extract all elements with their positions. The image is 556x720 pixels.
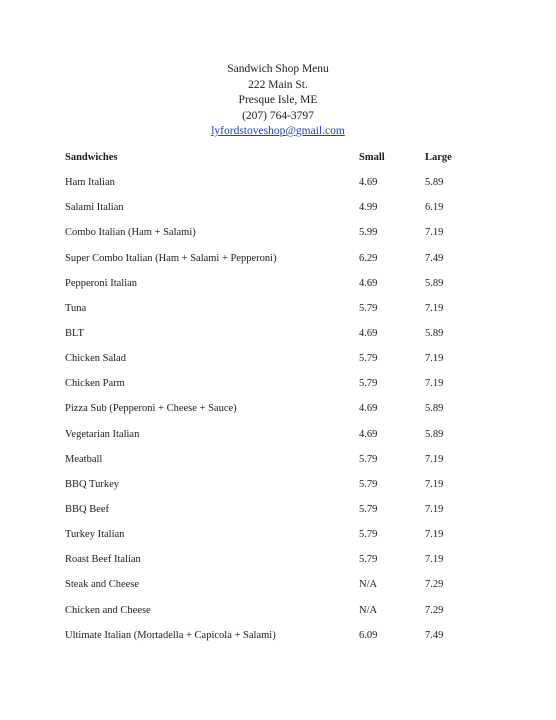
sandwich-name: Chicken and Cheese <box>65 604 151 616</box>
small-price: N/A <box>359 604 378 616</box>
sandwich-name: Super Combo Italian (Ham + Salami + Pepperoni) <box>65 252 277 264</box>
menu-title: Sandwich Shop Menu <box>227 63 329 75</box>
large-price: 7.19 <box>425 378 444 390</box>
large-price: 5.89 <box>425 177 444 189</box>
small-price: 5.79 <box>359 503 378 515</box>
large-price: 5.89 <box>425 403 444 415</box>
sandwich-name: Chicken Parm <box>65 378 125 390</box>
large-price: 5.89 <box>425 428 444 440</box>
sandwich-name: Turkey Italian <box>65 529 125 541</box>
small-price: 5.79 <box>359 378 378 390</box>
small-price: 4.69 <box>359 403 378 415</box>
small-price: 5.79 <box>359 302 378 314</box>
small-price: 5.79 <box>359 554 378 566</box>
sandwich-name: BBQ Beef <box>65 503 110 515</box>
sandwich-name: Pizza Sub (Pepperoni + Cheese + Sauce) <box>65 403 237 415</box>
menu-row <box>0 351 556 376</box>
large-price: 7.49 <box>425 629 444 641</box>
large-price: 7.19 <box>425 554 444 566</box>
column-header-sandwiches: Sandwiches <box>65 152 118 163</box>
large-price: 7.19 <box>425 529 444 541</box>
large-price: 5.89 <box>425 277 444 289</box>
menu-row <box>0 527 556 552</box>
column-header-large: Large <box>425 152 452 163</box>
large-price: 7.29 <box>425 579 444 591</box>
small-price: 4.99 <box>359 202 378 214</box>
small-price: 5.79 <box>359 353 378 365</box>
sandwich-name: Vegetarian Italian <box>65 428 140 440</box>
menu-row <box>0 301 556 326</box>
menu-row <box>0 200 556 225</box>
menu-row <box>0 603 556 628</box>
column-header-small: Small <box>359 152 385 163</box>
menu-header <box>0 62 556 140</box>
large-price: 7.19 <box>425 353 444 365</box>
menu-row <box>0 225 556 250</box>
menu-row <box>0 552 556 577</box>
sandwich-name: Tuna <box>65 302 87 314</box>
menu-table <box>0 150 556 653</box>
large-price: 7.29 <box>425 604 444 616</box>
menu-row <box>0 502 556 527</box>
menu-row <box>0 452 556 477</box>
sandwich-name: Chicken Salad <box>65 353 126 365</box>
small-price: 6.09 <box>359 629 378 641</box>
menu-row <box>0 175 556 200</box>
small-price: 4.69 <box>359 327 378 339</box>
large-price: 7.49 <box>425 252 444 264</box>
menu-row <box>0 577 556 602</box>
menu-row <box>0 251 556 276</box>
large-price: 7.19 <box>425 227 444 239</box>
menu-row <box>0 276 556 301</box>
small-price: 5.79 <box>359 529 378 541</box>
menu-table-header <box>0 150 556 175</box>
sandwich-name: Ham Italian <box>65 177 115 189</box>
menu-row <box>0 628 556 653</box>
sandwich-name: Roast Beef Italian <box>65 554 141 566</box>
large-price: 7.19 <box>425 478 444 490</box>
sandwich-name: Steak and Cheese <box>65 579 140 591</box>
menu-row <box>0 401 556 426</box>
small-price: 4.69 <box>359 428 378 440</box>
shop-city: Presque Isle, ME <box>238 94 318 106</box>
sandwich-name: Ultimate Italian (Mortadella + Capicola + Salami) <box>65 629 276 641</box>
large-price: 7.19 <box>425 453 444 465</box>
shop-address: 222 Main St. <box>248 78 308 91</box>
small-price: 5.79 <box>359 453 378 465</box>
small-price: 5.99 <box>359 227 378 239</box>
sandwich-name: BBQ Turkey <box>65 478 119 490</box>
small-price: 6.29 <box>359 252 378 264</box>
sandwich-name: Combo Italian (Ham + Salami) <box>65 227 196 239</box>
large-price: 5.89 <box>425 327 444 339</box>
sandwich-name: BLT <box>65 327 84 339</box>
sandwich-name: Meatball <box>65 453 103 465</box>
large-price: 6.19 <box>425 202 444 214</box>
small-price: 5.79 <box>359 478 378 490</box>
menu-row <box>0 376 556 401</box>
shop-phone: (207) 764-3797 <box>242 109 314 122</box>
sandwich-name: Pepperoni Italian <box>65 277 138 289</box>
menu-row <box>0 427 556 452</box>
small-price: 4.69 <box>359 277 378 289</box>
menu-row <box>0 326 556 351</box>
large-price: 7.19 <box>425 302 444 314</box>
sandwich-name: Salami Italian <box>65 202 124 214</box>
small-price: N/A <box>359 579 378 591</box>
small-price: 4.69 <box>359 177 378 189</box>
menu-row <box>0 477 556 502</box>
shop-email-link[interactable]: lyfordstoveshop@gmail.com <box>211 125 345 137</box>
large-price: 7.19 <box>425 503 444 515</box>
